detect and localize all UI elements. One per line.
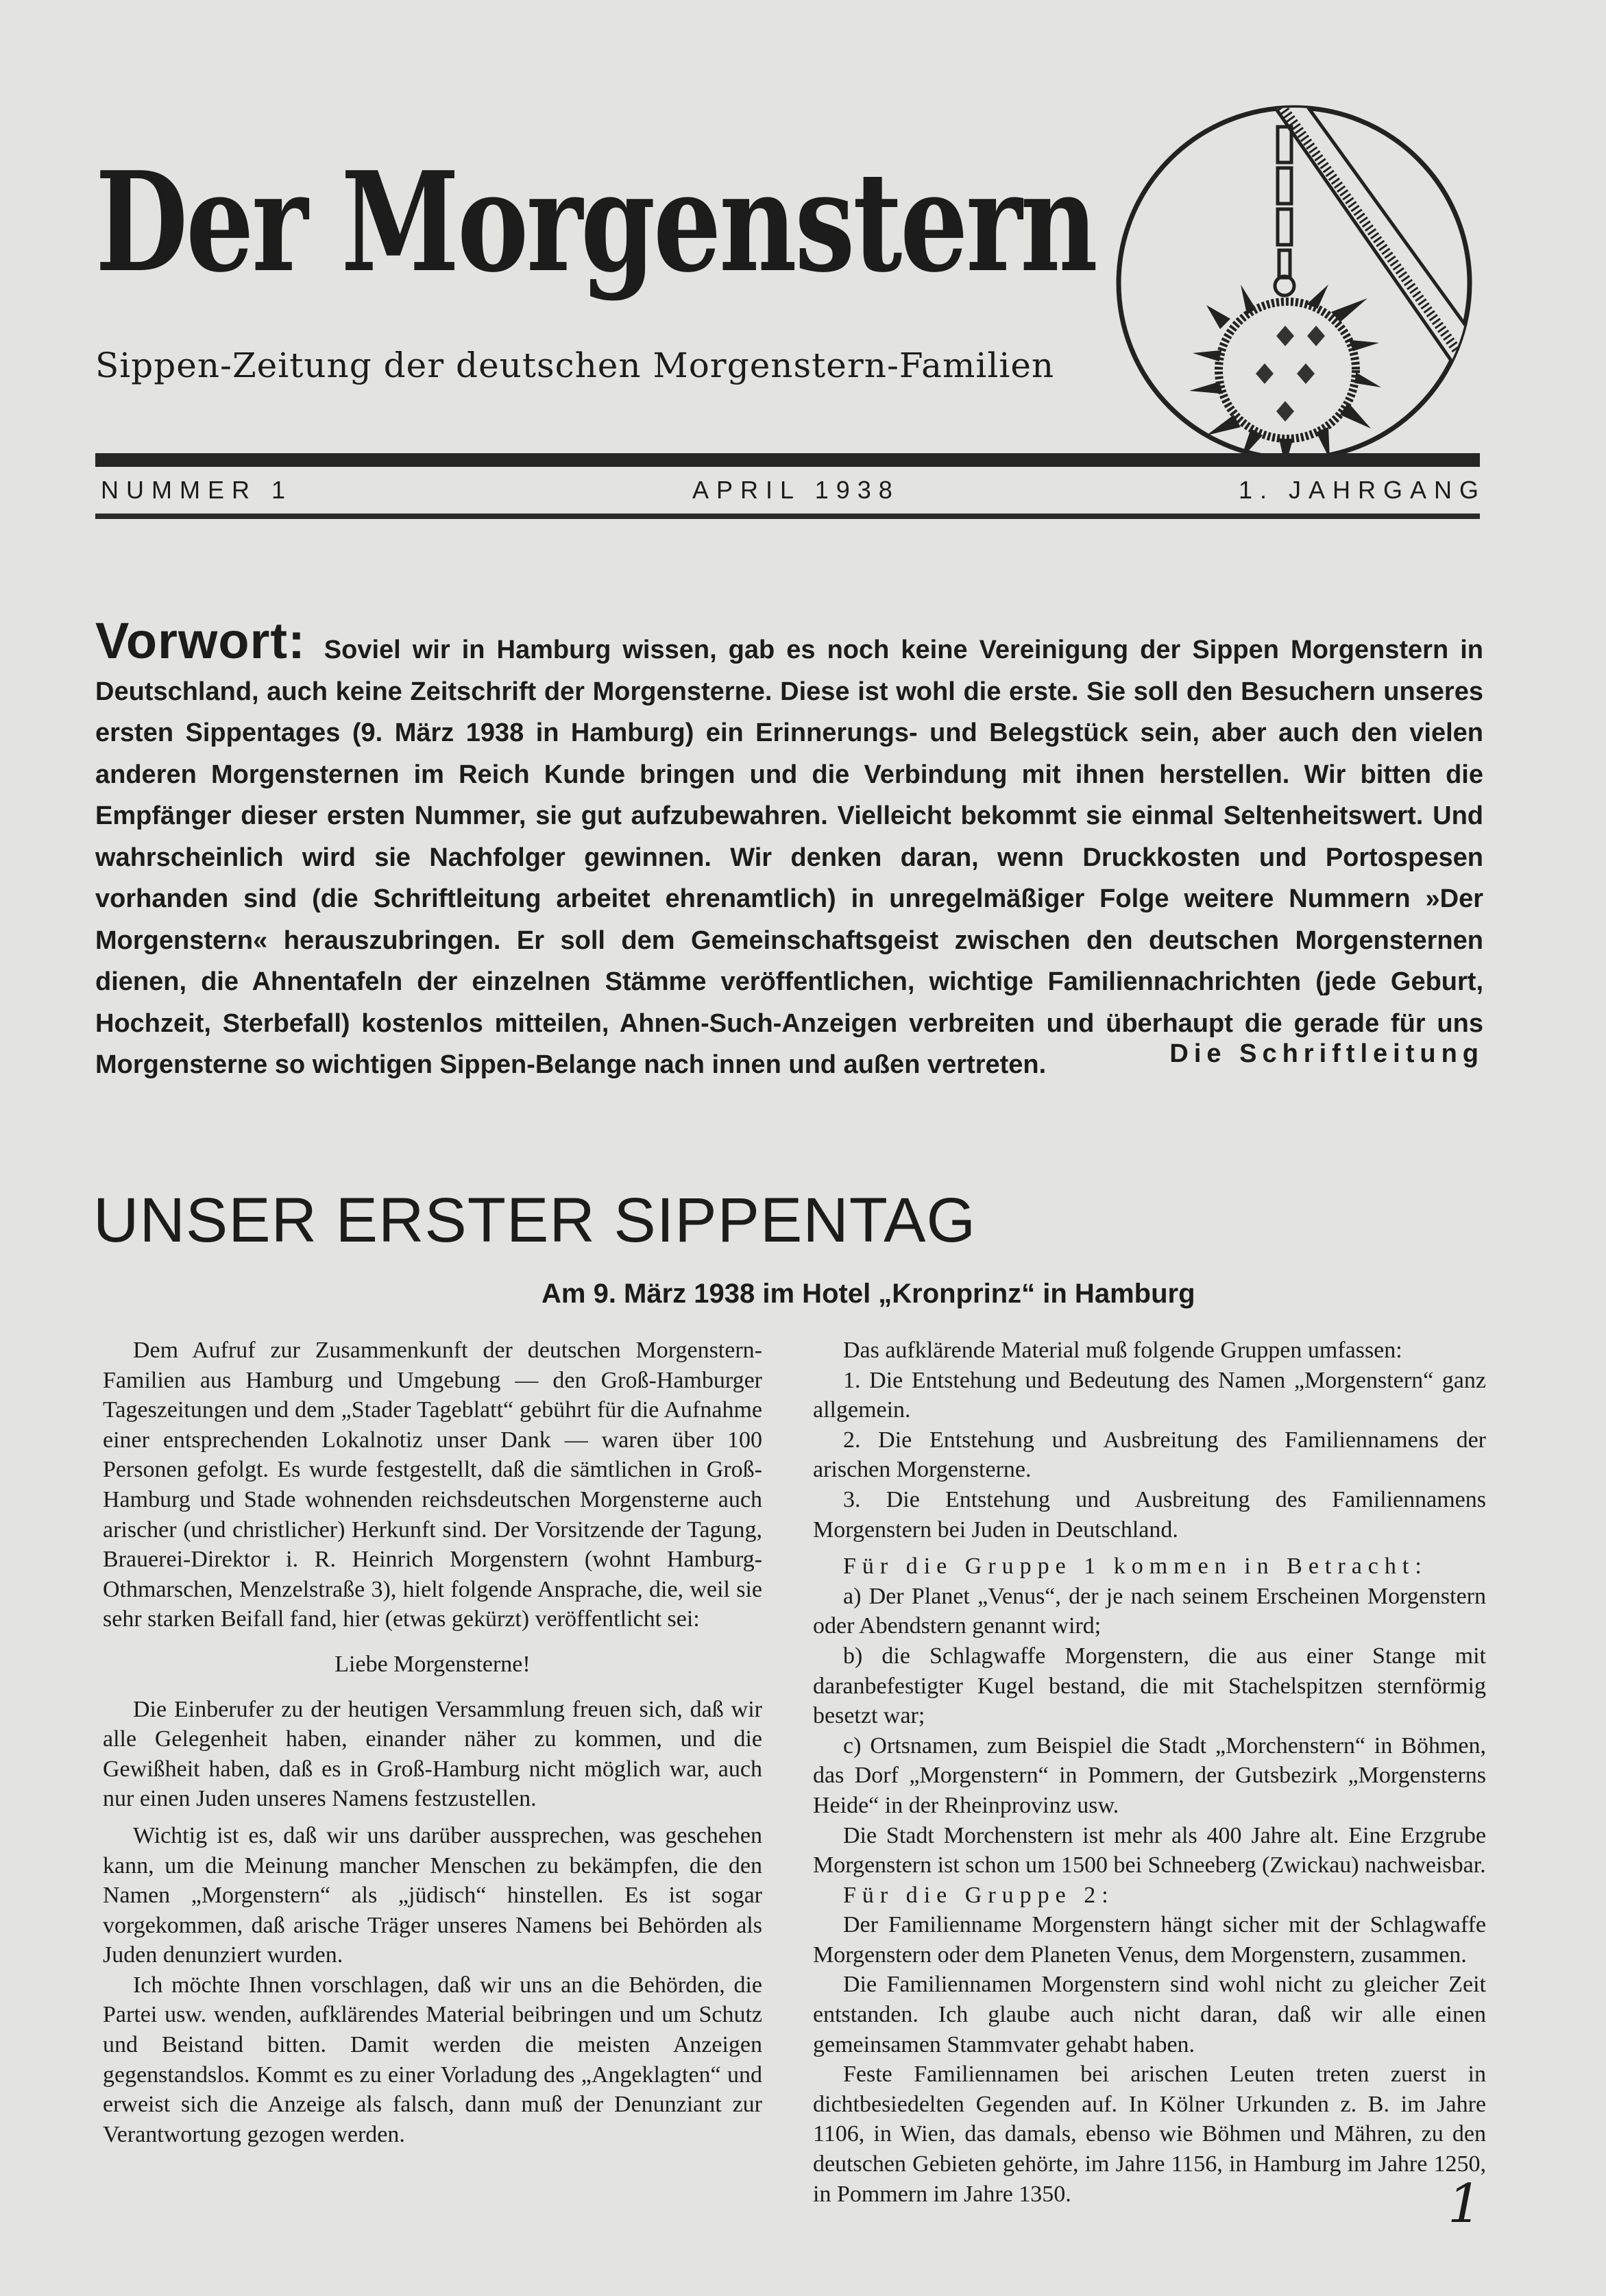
foreword	[95, 612, 1483, 1086]
paragraph: Die Einberufer zu der heutigen Versammlung freuen sich, daß wir alle Gelegenheit haben, einander näher zu kommen, und die Gewißheit haben, daß es in Groß-Hamburg nicht möglich war, auch nur einen Juden unseres Namens festzustellen.	[103, 1696, 762, 1812]
list-item: 1. Die Entstehung und Bedeutung des Namen „Morgenstern“ ganz allgemein.	[813, 1367, 1486, 1423]
article-left-column	[103, 1336, 762, 2149]
list-item: c) Ortsnamen, zum Beispiel die Stadt „Morchenstern“ in Böhmen, das Dorf „Morgenstern“ in Pommern, der Gutsbezirk „Morgensterns Heide“ in der Rheinprovinz usw.	[813, 1732, 1486, 1818]
paragraph: Die Familiennamen Morgenstern sind wohl nicht zu gleicher Zeit entstanden. Ich glaube auch nicht daran, daß wir alle einen gemeinsamen Stammvater gehabt haben.	[813, 1972, 1486, 2057]
morning-star-flail-icon	[1110, 99, 1478, 467]
article-headline: UNSER ERSTER SIPPENTAG	[93, 1185, 977, 1255]
page-number: 1	[1448, 2173, 1482, 2235]
list-item: a) Der Planet „Venus“, der je nach seinem Erscheinen Morgenstern oder Abendstern genannt wird;	[813, 1583, 1486, 1639]
paragraph: Ich möchte Ihnen vorschlagen, daß wir uns an die Behörden, die Partei usw. wenden, aufklärendes Material beibringen und um Schutz und Beistand bitten. Damit werden die meisten Anzeigen gegenstandslos. Kommt es zu einer Vorladung des „Angeklagten“ und erweist sich die Anzeige als falsch, dann muß der Denunziant zur Verantwortung gezogen werden.	[103, 1972, 762, 2147]
paragraph: Das aufklärende Material muß folgende Gruppen umfassen:	[843, 1338, 1402, 1363]
foreword-signature: Die Schriftleitung	[1169, 1039, 1484, 1068]
masthead-bottom-rule	[95, 513, 1480, 519]
list-item: 3. Die Entstehung und Ausbreitung des Familiennamens Morgenstern bei Juden in Deutschland.	[813, 1486, 1486, 1543]
issue-volume: 1. JAHRGANG	[1238, 476, 1486, 504]
paragraph: Feste Familiennamen bei arischen Leuten treten zuerst in dichtbesiedelten Gegenden auf. In Kölner Urkunden z. B. im Jahre 1106, in Wien, das damals, ebenso wie Böhmen und Mähren, zu den deutschen Gebieten gehörte, im Jahre 1156, in Hamburg im Jahre 1250, in Pommern im Jahre 1350.	[813, 2062, 1486, 2207]
article-right-column	[813, 1336, 1486, 2209]
masthead-top-rule	[95, 453, 1480, 467]
section-label: Für die Gruppe 1 kommen in Betracht:	[843, 1554, 1428, 1580]
masthead-title: Der Morgenstern	[95, 142, 1096, 303]
issue-number: NUMMER 1	[101, 476, 293, 504]
section-label: Für die Gruppe 2:	[843, 1882, 1115, 1908]
salutation: Liebe Morgensterne!	[334, 1651, 531, 1677]
list-item: b) die Schlagwaffe Morgenstern, die aus einer Stange mit daranbefestigter Kugel bestand, die mit Stachelspitzen sternförmig besetzt war;	[813, 1643, 1486, 1729]
masthead-subtitle: Sippen-Zeitung der deutschen Morgenstern-Familien	[95, 346, 1055, 385]
issue-date: APRIL 1938	[692, 476, 900, 504]
paragraph: Der Familienname Morgenstern hängt sicher mit der Schlagwaffe Morgenstern oder dem Planeten Venus, dem Morgenstern, zusammen.	[813, 1912, 1486, 1968]
article-subheadline: Am 9. März 1938 im Hotel „Kronprinz“ in Hamburg	[542, 1279, 1195, 1309]
paragraph: Wichtig ist es, daß wir uns darüber aussprechen, was geschehen kann, um die Meinung mancher Menschen zu bekämpfen, die den Namen „Morgenstern“ als „jüdisch“ hinstellen. Es ist sogar vorgekommen, daß arische Träger unseres Namens bei Behörden als Juden denunziert wurden.	[103, 1822, 762, 1968]
paragraph: Die Stadt Morchenstern ist mehr als 400 Jahre alt. Eine Erzgrube Morgenstern ist schon um 1500 bei Schneeberg (Zwickau) nachweisbar.	[813, 1822, 1486, 1878]
foreword-heading: Vorwort:	[95, 612, 306, 669]
list-item: 2. Die Entstehung und Ausbreitung des Familiennamens der arischen Morgensterne.	[813, 1427, 1486, 1483]
paragraph: Dem Aufruf zur Zusammenkunft der deutschen Morgenstern-Familien aus Hamburg und Umgebung — den Groß-Hamburger Tageszeitungen und dem „Stader Tageblatt“ gebührt für die Aufnahme einer entsprechenden Lokalnotiz unser Dank — waren über 100 Personen gefolgt. Es wurde festgestellt, daß die sämtlichen in Groß-Hamburg und Stade wohnenden reichsdeutschen Morgensterne auch arischer (und christlicher) Herkunft sind. Der Vorsitzende der Tagung, Brauerei-Direktor i. R. Heinrich Morgenstern (wohnt Hamburg-Othmarschen, Menzelstraße 3), hielt folgende Ansprache, die, weil sie sehr starken Beifall fand, hier (etwas gekürzt) veröffentlicht sei:	[103, 1338, 762, 1632]
foreword-text: Soviel wir in Hamburg wissen, gab es noch keine Vereinigung der Sippen Morgenstern in Deutschland, auch keine Zeitschrift der Morgensterne. Diese ist wohl die erste. Sie soll den Besuchern unseres ersten Sippentages (9. März 1938 in Hamburg) ein Erinnerungs- und Belegstück sein, aber auch den vielen anderen Morgensternen im Reich Kunde bringen und die Verbindung mit ihnen herstellen. Wir bitten die Empfänger dieser ersten Nummer, sie gut aufzubewahren. Vielleicht bekommt sie einmal Seltenheitswert. Und wahrscheinlich wird sie Nachfolger gewinnen. Wir denken daran, wenn Druckkosten und Portospesen vorhanden sind (die Schriftleitung arbeitet ehrenamtlich) in unregelmäßiger Folge weitere Nummern »Der Morgenstern« herauszubringen. Er soll dem Gemeinschaftsgeist zwischen den deutschen Morgensternen dienen, die Ahnentafeln der einzelnen Stämme veröffentlichen, wichtige Familiennachrichten (jede Geburt, Hochzeit, Sterbefall) kostenlos mitteilen, Ahnen-Such-Anzeigen verbreiten und überhaupt die gerade für uns Morgensterne so wichtigen Sippen-Belange nach innen und außen vertreten.	[95, 636, 1483, 1079]
